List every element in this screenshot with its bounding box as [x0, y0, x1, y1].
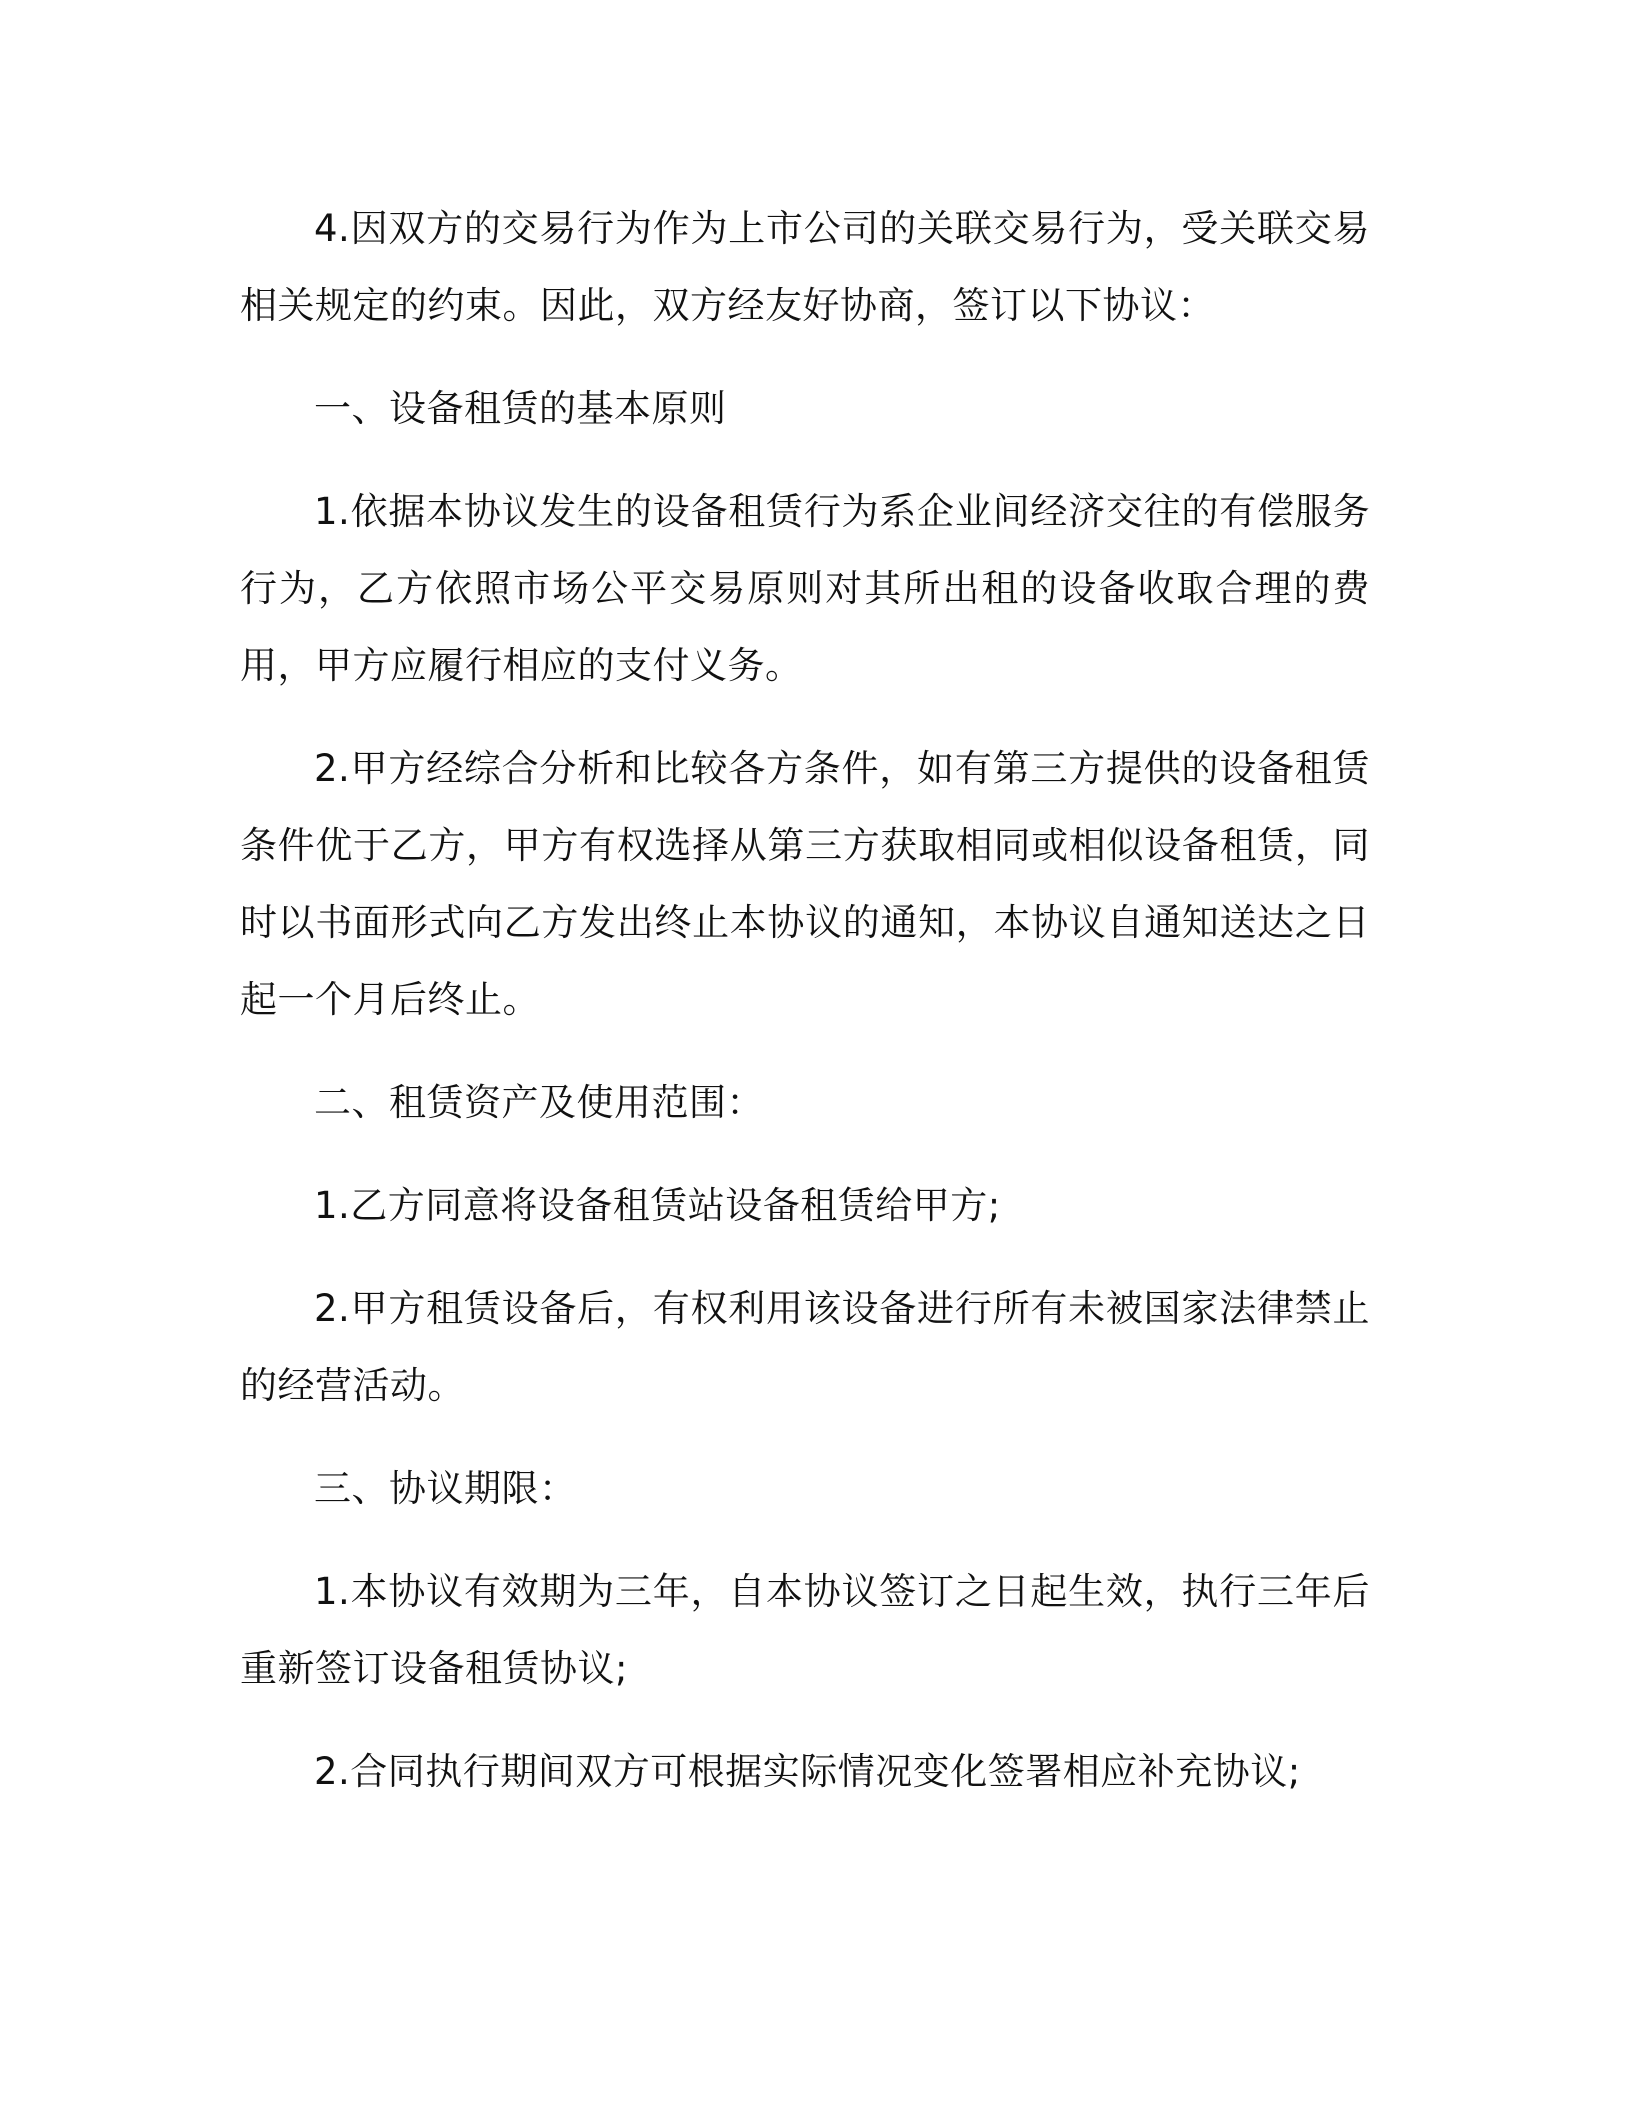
paragraph-principle-1: 1.依据本协议发生的设备租赁行为系企业间经济交往的有偿服务行为，乙方依照市场公平交易原则对其所出租的设备收取合理的费用，甲方应履行相应的支付义务。	[240, 490, 1370, 687]
section-heading-principles: 一、设备租赁的基本原则	[314, 387, 727, 430]
document-body	[240, 190, 1370, 1836]
paragraph-term-1: 1.本协议有效期为三年，自本协议签订之日起生效，执行三年后重新签订设备租赁协议;	[240, 1570, 1370, 1690]
paragraph-scope-2: 2.甲方租赁设备后，有权利用该设备进行所有未被国家法律禁止的经营活动。	[240, 1287, 1370, 1407]
paragraph-principle-2: 2.甲方经综合分析和比较各方条件，如有第三方提供的设备租赁条件优于乙方，甲方有权选择从第三方获取相同或相似设备租赁，同时以书面形式向乙方发出终止本协议的通知，本协议自通知送达之日起一个月后终止。	[240, 747, 1370, 1021]
paragraph-related-transaction: 4.因双方的交易行为作为上市公司的关联交易行为，受关联交易相关规定的约束。因此，双方经友好协商，签订以下协议：	[240, 207, 1370, 327]
paragraph-scope-1: 1.乙方同意将设备租赁站设备租赁给甲方;	[314, 1184, 1001, 1227]
paragraph-term-2: 2.合同执行期间双方可根据实际情况变化签署相应补充协议;	[314, 1750, 1301, 1793]
section-heading-term: 三、协议期限：	[314, 1467, 577, 1510]
section-heading-assets-scope: 二、租赁资产及使用范围：	[314, 1081, 764, 1124]
